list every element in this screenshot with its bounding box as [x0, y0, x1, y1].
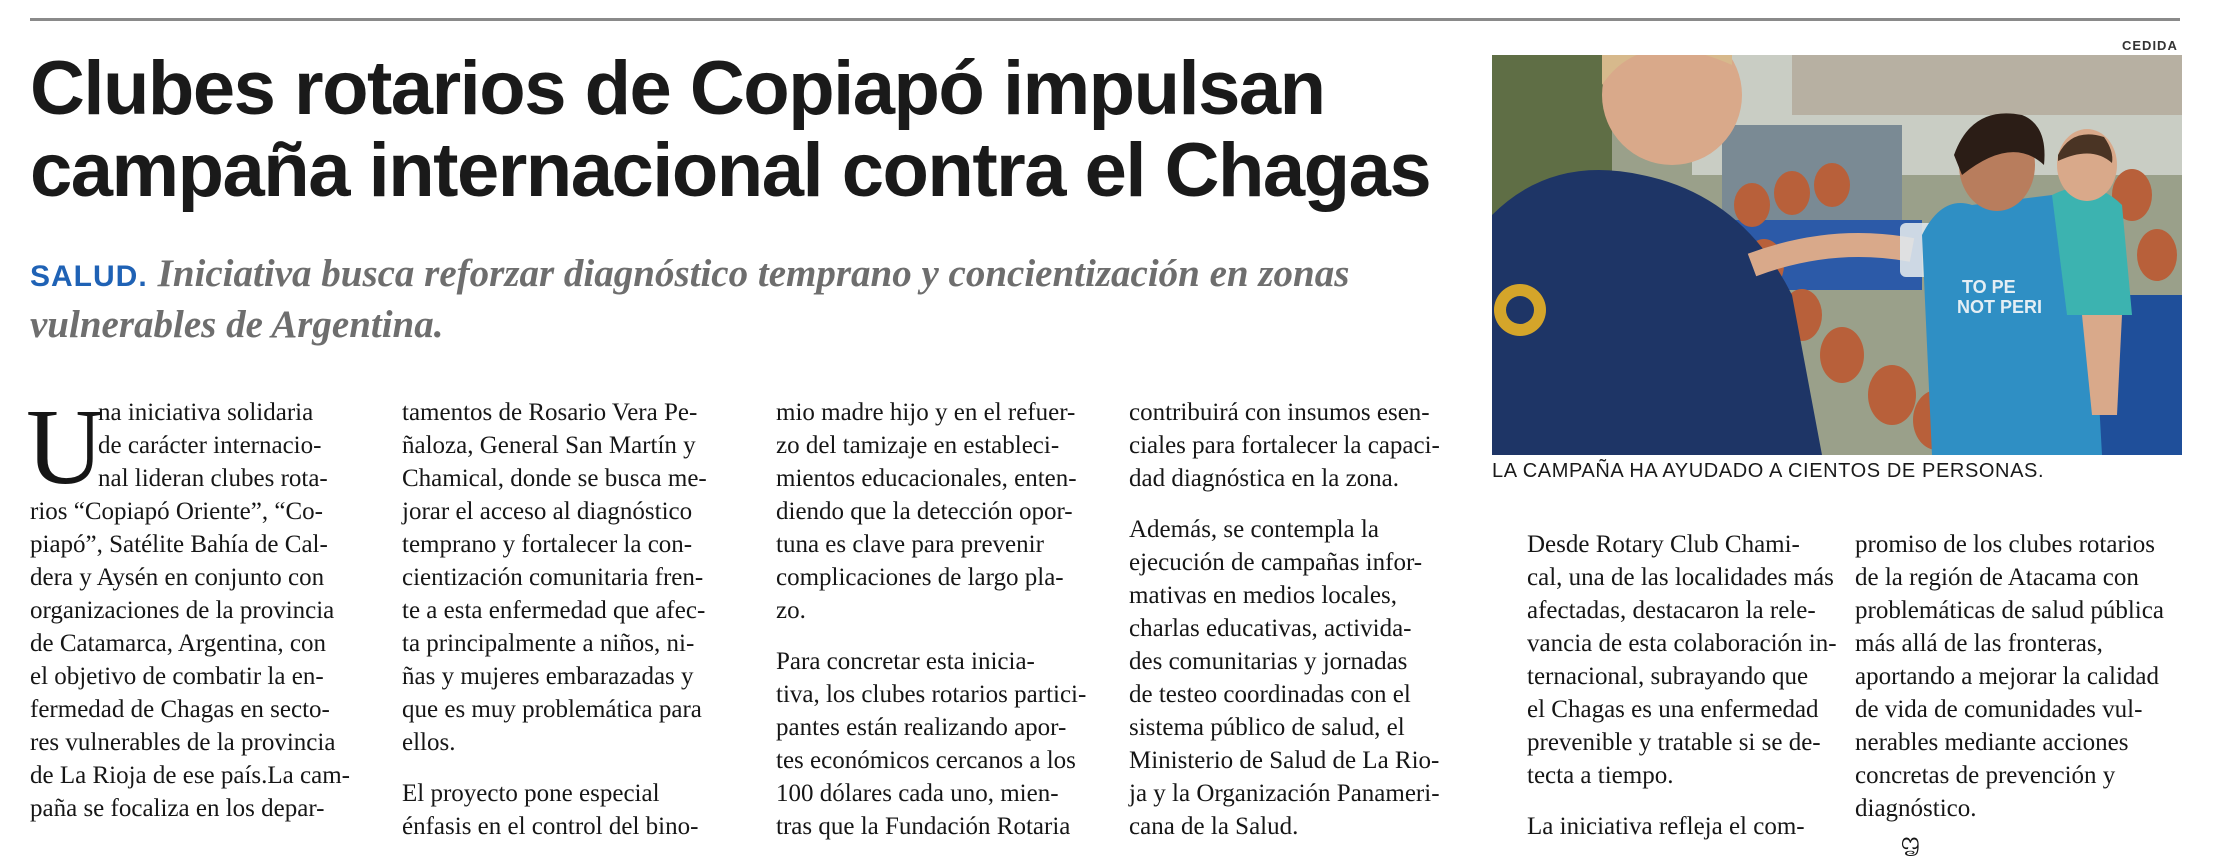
headline — [30, 48, 1470, 212]
body-line: na iniciativa solidaria — [98, 399, 314, 426]
headline-line-1: Clubes rotarios de Copiapó impulsan — [30, 46, 1325, 131]
headline-line-2: campaña internacional contra el Chagas — [30, 128, 1431, 213]
body-line: ellos. — [402, 729, 456, 756]
body-line: Chamical, donde se busca me- — [402, 465, 707, 492]
body-line: Para concretar esta inicia- — [776, 648, 1035, 675]
body-line: La iniciativa refleja el com- — [1527, 813, 1805, 840]
body-line: fermedad de Chagas en secto- — [30, 696, 330, 723]
body-column-5 — [1527, 528, 1837, 843]
body-line: promiso de los clubes rotarios — [1855, 531, 2155, 558]
body-line: zo. — [776, 597, 806, 624]
body-line: tamentos de Rosario Vera Pe- — [402, 399, 698, 426]
body-column-6 — [1855, 528, 2164, 858]
body-line: 100 dólares cada uno, mien- — [776, 780, 1059, 807]
shirt-text-2: NOT PERI — [1957, 297, 2043, 317]
body-line: concretas de prevención y — [1855, 762, 2116, 789]
photo-credit: CEDIDA — [2122, 38, 2178, 53]
body-line: res vulnerables de la provincia — [30, 729, 336, 756]
body-line: de testeo coordinadas con el — [1129, 681, 1411, 708]
body-line: diendo que la detección opor- — [776, 498, 1073, 525]
body-line: más allá de las fronteras, — [1855, 630, 2103, 657]
body-line: ja y la Organización Panameri- — [1129, 780, 1440, 807]
body-line: dad diagnóstica en la zona. — [1129, 465, 1400, 492]
body-line: ejecución de campañas infor- — [1129, 549, 1423, 576]
body-line: ñas y mujeres embarazadas y — [402, 663, 694, 690]
body-line: diagnóstico. — [1855, 795, 1977, 822]
body-line: de vida de comunidades vul- — [1855, 696, 2143, 723]
body-line: charlas educativas, activida- — [1129, 615, 1412, 642]
article-photo — [1492, 55, 2182, 455]
paragraph-gap — [1129, 495, 1440, 513]
body-line: temprano y fortalecer la con- — [402, 531, 693, 558]
body-line: el objetivo de combatir la en- — [30, 663, 324, 690]
body-line: paña se focaliza en los depar- — [30, 795, 325, 822]
body-line: tiva, los clubes rotarios partici- — [776, 681, 1087, 708]
deck-text: Iniciativa busca reforzar diagnóstico temprano y concientización en zonas vulnerables de Argentina. — [30, 252, 1350, 346]
body-line: organizaciones de la provincia — [30, 597, 335, 624]
body-line: de la región de Atacama con — [1855, 564, 2139, 591]
body-line: cana de la Salud. — [1129, 813, 1299, 840]
body-line: mio madre hijo y en el refuer- — [776, 399, 1076, 426]
paragraph-gap — [1527, 792, 1837, 810]
body-line: complicaciones de largo pla- — [776, 564, 1064, 591]
paragraph-gap — [776, 627, 1086, 645]
body-line: des comunitarias y jornadas — [1129, 648, 1408, 675]
body-column-1 — [26, 388, 350, 825]
body-line: tes económicos cercanos a los — [776, 747, 1076, 774]
body-line: el Chagas es una enfermedad — [1527, 696, 1819, 723]
body-line: contribuirá con insumos esen- — [1129, 399, 1430, 426]
body-line: vancia de esta colaboración in- — [1527, 630, 1837, 657]
body-line: cal, una de las localidades más — [1527, 564, 1834, 591]
drop-cap: U — [26, 388, 104, 507]
body-line: problemáticas de salud pública — [1855, 597, 2164, 624]
body-line: dera y Aysén en conjunto con — [30, 564, 325, 591]
body-column-4 — [1129, 396, 1440, 843]
body-line: afectadas, destacaron la rele- — [1527, 597, 1816, 624]
body-line: zo del tamizaje en estableci- — [776, 432, 1060, 459]
body-line: Además, se contempla la — [1129, 516, 1379, 543]
end-mark-icon: ᦗ — [1901, 827, 1920, 855]
body-line: énfasis en el control del bino- — [402, 813, 699, 840]
photo-caption: LA CAMPAÑA HA AYUDADO A CIENTOS DE PERSONAS. — [1492, 460, 2045, 482]
body-line: de carácter internacio- — [98, 432, 322, 459]
body-line: cientización comunitaria fren- — [402, 564, 704, 591]
body-line: pantes están realizando apor- — [776, 714, 1067, 741]
body-line: aportando a mejorar la calidad — [1855, 663, 2160, 690]
body-line: mativas en medios locales, — [1129, 582, 1397, 609]
body-line: piapó”, Satélite Bahía de Cal- — [30, 531, 328, 558]
deck — [30, 250, 1450, 349]
body-line: jorar el acceso al diagnóstico — [402, 498, 693, 525]
body-line: prevenible y tratable si se de- — [1527, 729, 1821, 756]
body-line: ciales para fortalecer la capaci- — [1129, 432, 1440, 459]
body-line: Desde Rotary Club Chami- — [1527, 531, 1800, 558]
top-rule — [30, 18, 2180, 21]
body-line: nal lideran clubes rota- — [98, 465, 328, 492]
body-line: que es muy problemática para — [402, 696, 702, 723]
section-tag: SALUD. — [30, 260, 148, 293]
body-line: tras que la Fundación Rotaria — [776, 813, 1071, 840]
body-line: sistema público de salud, el — [1129, 714, 1405, 741]
body-column-2 — [402, 396, 707, 843]
body-column-3 — [776, 396, 1086, 843]
body-line: ternacional, subrayando que — [1527, 663, 1809, 690]
body-line: ta principalmente a niños, ni- — [402, 630, 695, 657]
shirt-text-1: TO PE — [1962, 277, 2016, 297]
body-line: mientos educacionales, enten- — [776, 465, 1077, 492]
body-line: tuna es clave para prevenir — [776, 531, 1044, 558]
body-line: te a esta enfermedad que afec- — [402, 597, 706, 624]
body-line: tecta a tiempo. — [1527, 762, 1674, 789]
body-line: rios “Copiapó Oriente”, “Co- — [30, 498, 323, 525]
body-line: de Catamarca, Argentina, con — [30, 630, 326, 657]
body-line: nerables mediante acciones — [1855, 729, 2129, 756]
paragraph-gap — [402, 759, 707, 777]
body-line: de La Rioja de ese país.La cam- — [30, 762, 350, 789]
body-line: Ministerio de Salud de La Rio- — [1129, 747, 1440, 774]
body-line: El proyecto pone especial — [402, 780, 660, 807]
body-line: ñaloza, General San Martín y — [402, 432, 696, 459]
